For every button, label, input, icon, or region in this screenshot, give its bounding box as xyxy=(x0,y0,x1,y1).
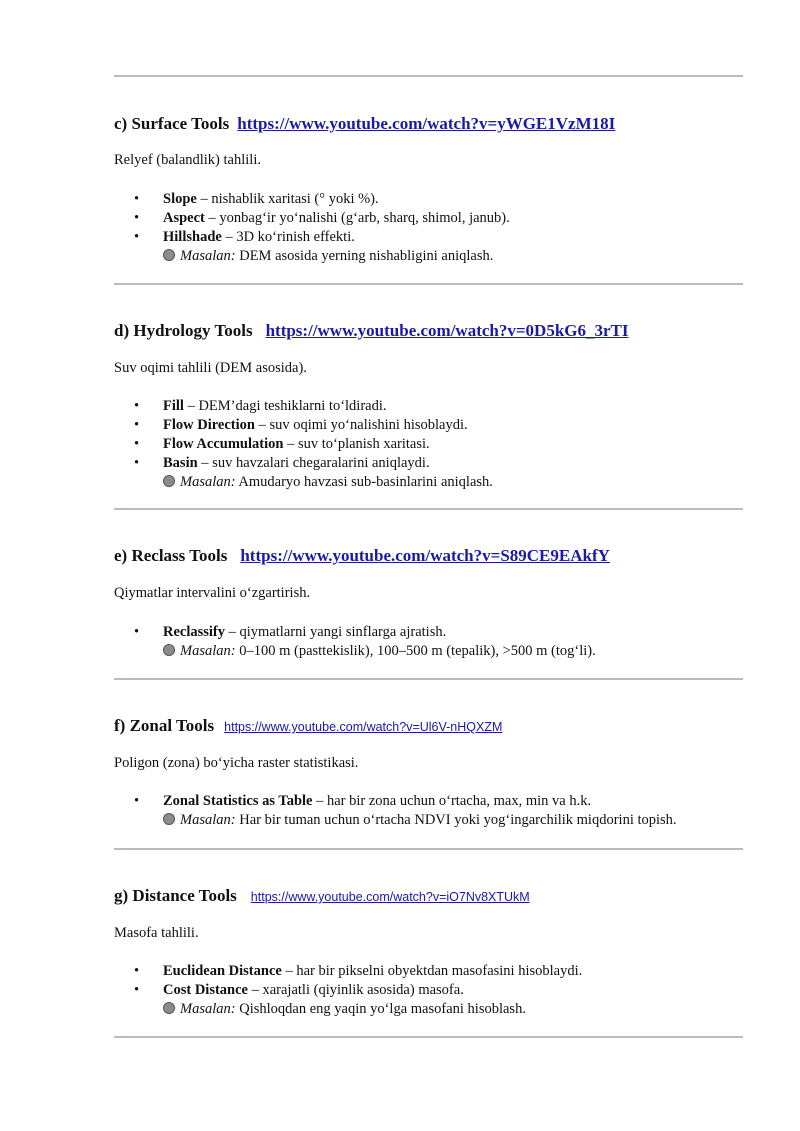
example-label: Masalan: xyxy=(180,643,236,659)
tool-description: – qiymatlarni yangi sinflarga ajratish. xyxy=(225,624,447,640)
tool-description: – suv havzalari chegaralarini aniqlaydi. xyxy=(197,455,430,471)
tool-description: – DEM’dagi teshiklarni to‘ldiradi. xyxy=(183,398,387,414)
list-item xyxy=(134,416,493,435)
youtube-link[interactable]: https://www.youtube.com/watch?v=Ul6V-nHQXZM xyxy=(224,720,503,734)
bullet-icon: • xyxy=(134,210,140,226)
example-label: Masalan: xyxy=(180,248,236,264)
youtube-link[interactable]: https://www.youtube.com/watch?v=yWGE1VzM18I xyxy=(237,114,616,133)
horizontal-rule xyxy=(114,848,743,850)
example-label: Masalan: xyxy=(180,812,236,828)
tool-description: – suv to‘planish xaritasi. xyxy=(283,436,430,452)
tool-description: – 3D ko‘rinish effekti. xyxy=(221,229,355,245)
bullet-icon: • xyxy=(134,417,140,433)
example-text: 0–100 m (pasttekislik), 100–500 m (tepalik), >500 m (tog‘li). xyxy=(235,643,596,659)
list-item xyxy=(134,454,493,473)
list-item xyxy=(134,981,582,1000)
bullet-icon: • xyxy=(134,398,140,414)
tool-name: Reclassify xyxy=(163,624,226,640)
list-item xyxy=(134,962,582,981)
gray-circle-icon xyxy=(163,249,175,261)
tool-name: Flow Accumulation xyxy=(163,436,284,452)
tool-list xyxy=(134,623,596,661)
tool-description: – xarajatli (qiyinlik asosida) masofa. xyxy=(247,982,464,998)
bullet-icon: • xyxy=(134,963,140,979)
gray-circle-icon xyxy=(163,475,175,487)
list-item xyxy=(134,209,510,228)
tool-list xyxy=(134,190,510,266)
example-line xyxy=(134,247,510,266)
list-item xyxy=(134,190,510,209)
section-heading-distance-tools xyxy=(114,885,530,908)
list-item xyxy=(134,228,510,247)
section-heading-reclass-tools xyxy=(114,545,610,567)
example-text: Qishloqdan eng yaqin yo‘lga masofani hisoblash. xyxy=(235,1001,526,1017)
example-label: Masalan: xyxy=(180,474,236,490)
gray-circle-icon xyxy=(163,644,175,656)
section-heading-surface-tools xyxy=(114,113,615,135)
youtube-link[interactable]: https://www.youtube.com/watch?v=iO7Nv8XTUkM xyxy=(250,890,530,904)
tool-name: Aspect xyxy=(163,210,205,226)
section-title: f) Zonal Tools xyxy=(114,716,215,735)
example-label: Masalan: xyxy=(180,1001,236,1017)
bullet-icon: • xyxy=(134,436,140,452)
section-title: d) Hydrology Tools xyxy=(114,321,253,340)
section-intro: Suv oqimi tahlili (DEM asosida). xyxy=(114,360,307,376)
bullet-icon: • xyxy=(134,229,140,245)
horizontal-rule xyxy=(114,75,743,77)
tool-list xyxy=(134,397,493,492)
section-intro: Relyef (balandlik) tahlili. xyxy=(114,152,261,168)
list-item xyxy=(134,792,677,811)
section-title: g) Distance Tools xyxy=(114,886,237,905)
tool-name: Fill xyxy=(163,398,184,414)
example-line xyxy=(134,642,596,661)
horizontal-rule xyxy=(114,508,743,510)
section-intro: Qiymatlar intervalini o‘zgartirish. xyxy=(114,585,311,601)
example-line xyxy=(134,811,677,830)
section-intro: Poligon (zona) bo‘yicha raster statistikasi. xyxy=(114,755,359,771)
list-item xyxy=(134,435,493,454)
example-text: Amudaryo havzasi sub-basinlarini aniqlash. xyxy=(235,474,493,490)
section-title: e) Reclass Tools xyxy=(114,546,228,565)
tool-name: Euclidean Distance xyxy=(163,963,282,979)
list-item xyxy=(134,397,493,416)
youtube-link[interactable]: https://www.youtube.com/watch?v=S89CE9EAkfY xyxy=(240,546,610,565)
tool-name: Zonal Statistics as Table xyxy=(163,793,313,809)
horizontal-rule xyxy=(114,1036,743,1038)
tool-list xyxy=(134,792,677,830)
bullet-icon: • xyxy=(134,455,140,471)
horizontal-rule xyxy=(114,283,743,285)
example-text: DEM asosida yerning nishabligini aniqlash. xyxy=(235,248,494,264)
tool-name: Flow Direction xyxy=(163,417,255,433)
tool-description: – nishablik xaritasi (° yoki %). xyxy=(196,191,379,207)
bullet-icon: • xyxy=(134,793,140,809)
section-intro: Masofa tahlili. xyxy=(114,925,199,941)
tool-description: – har bir zona uchun o‘rtacha, max, min va h.k. xyxy=(312,793,592,809)
example-line xyxy=(134,473,493,492)
bullet-icon: • xyxy=(134,191,140,207)
tool-description: – har bir pikselni obyektdan masofasini hisoblaydi. xyxy=(281,963,583,979)
gray-circle-icon xyxy=(163,1002,175,1014)
gray-circle-icon xyxy=(163,813,175,825)
tool-name: Basin xyxy=(163,455,198,471)
list-item xyxy=(134,623,596,642)
tool-description: – suv oqimi yo‘nalishini hisoblaydi. xyxy=(254,417,468,433)
section-heading-zonal-tools xyxy=(114,715,502,738)
horizontal-rule xyxy=(114,678,743,680)
tool-name: Slope xyxy=(163,191,197,207)
bullet-icon: • xyxy=(134,982,140,998)
example-line xyxy=(134,1000,582,1019)
tool-list xyxy=(134,962,582,1019)
section-heading-hydrology-tools xyxy=(114,320,629,342)
section-title: c) Surface Tools xyxy=(114,114,230,133)
youtube-link[interactable]: https://www.youtube.com/watch?v=0D5kG6_3rTI xyxy=(265,321,629,340)
example-text: Har bir tuman uchun o‘rtacha NDVI yoki yog‘ingarchilik miqdorini topish. xyxy=(235,812,677,828)
tool-name: Cost Distance xyxy=(163,982,248,998)
tool-name: Hillshade xyxy=(163,229,222,245)
tool-description: – yonbag‘ir yo‘nalishi (g‘arb, sharq, shimol, janub). xyxy=(204,210,510,226)
bullet-icon: • xyxy=(134,624,140,640)
